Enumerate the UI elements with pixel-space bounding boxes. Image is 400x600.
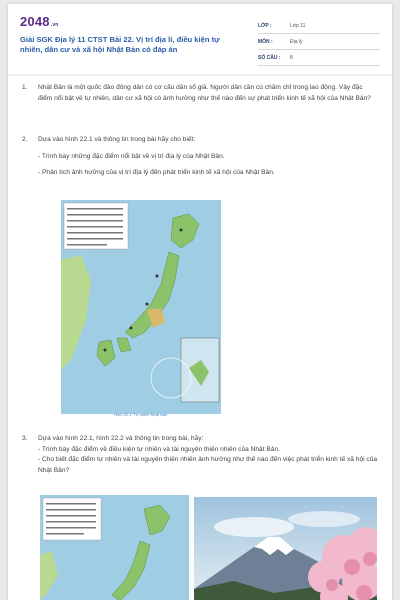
document-header (8, 4, 392, 70)
question-text: Nhật Bản là một quốc đảo đông dân có cơ cấu dân số già. Người dân cần cù chăm chỉ trong lao động. Vậy đặc điểm nổi bật về tự nhiên, dân cư xã hội có ảnh hưởng như thế nào đến sự phát triển kinh tế xã hội của Nhật Bản? (38, 84, 371, 102)
question-text: - Trình bày những đặc điểm nổi bật về vị trí địa lý của Nhật Bản. (38, 152, 225, 160)
japan-nature-map (61, 200, 221, 414)
logo-suffix: .vn (50, 22, 59, 28)
site-logo[interactable] (20, 14, 59, 29)
header-divider (8, 74, 392, 76)
meta-row-count (258, 50, 380, 66)
question-text: Dựa vào hình 22.1, hình 22.2 và thông tin trong bài, hãy: (38, 435, 204, 442)
japan-map-small-graphic (40, 495, 189, 600)
japan-map-graphic (61, 200, 221, 414)
mount-fuji-graphic (194, 497, 377, 600)
figure-caption: Hình 22.1. Tự nhiên Nhật Bản (114, 412, 168, 417)
meta-value: Lớp 11 (290, 22, 306, 29)
meta-key: SỐ CÂU : (258, 54, 281, 61)
question-1 (22, 83, 378, 110)
question-text: - Trình bày đặc điểm về điều kiện tự nhiên và tài nguyên thiên nhiên của Nhật Bản. (38, 445, 280, 453)
document-title: Giải SGK Địa lý 11 CTST Bài 22. Vị trí địa lí, điều kiện tự nhiên, dân cư và xã hội Nhật Bản có đáp án (20, 35, 220, 54)
question-number: 1. (22, 84, 28, 91)
meta-key: MÔN : (258, 38, 273, 45)
question-3 (22, 434, 378, 483)
mount-fuji-photo (194, 497, 377, 600)
question-number: 3. (22, 435, 28, 442)
japan-map-small (40, 495, 189, 600)
question-text: - Cho biết đặc điểm tự nhiên và tài nguyên thiên nhiên ảnh hưởng như thế nào đến việc phát triển kinh tế xã hội của Nhật Bản? (38, 456, 378, 475)
logo-text: 2048 (20, 14, 50, 29)
meta-key: LỚP : (258, 22, 272, 29)
meta-value: Địa lý (290, 38, 303, 45)
question-number: 2. (22, 136, 28, 143)
question-text: Dựa vào hình 22.1 và thông tin trong bài hãy cho biết: (38, 136, 196, 143)
document-page (8, 4, 392, 600)
meta-row-subject (258, 34, 380, 50)
meta-value: 8 (290, 54, 293, 61)
metadata-table (258, 18, 380, 66)
question-2 (22, 135, 378, 185)
meta-row-class (258, 18, 380, 34)
question-text: - Phân tích ảnh hưởng của vị trí địa lý đến phát triển kinh tế xã hội của Nhật Bản. (38, 169, 275, 177)
